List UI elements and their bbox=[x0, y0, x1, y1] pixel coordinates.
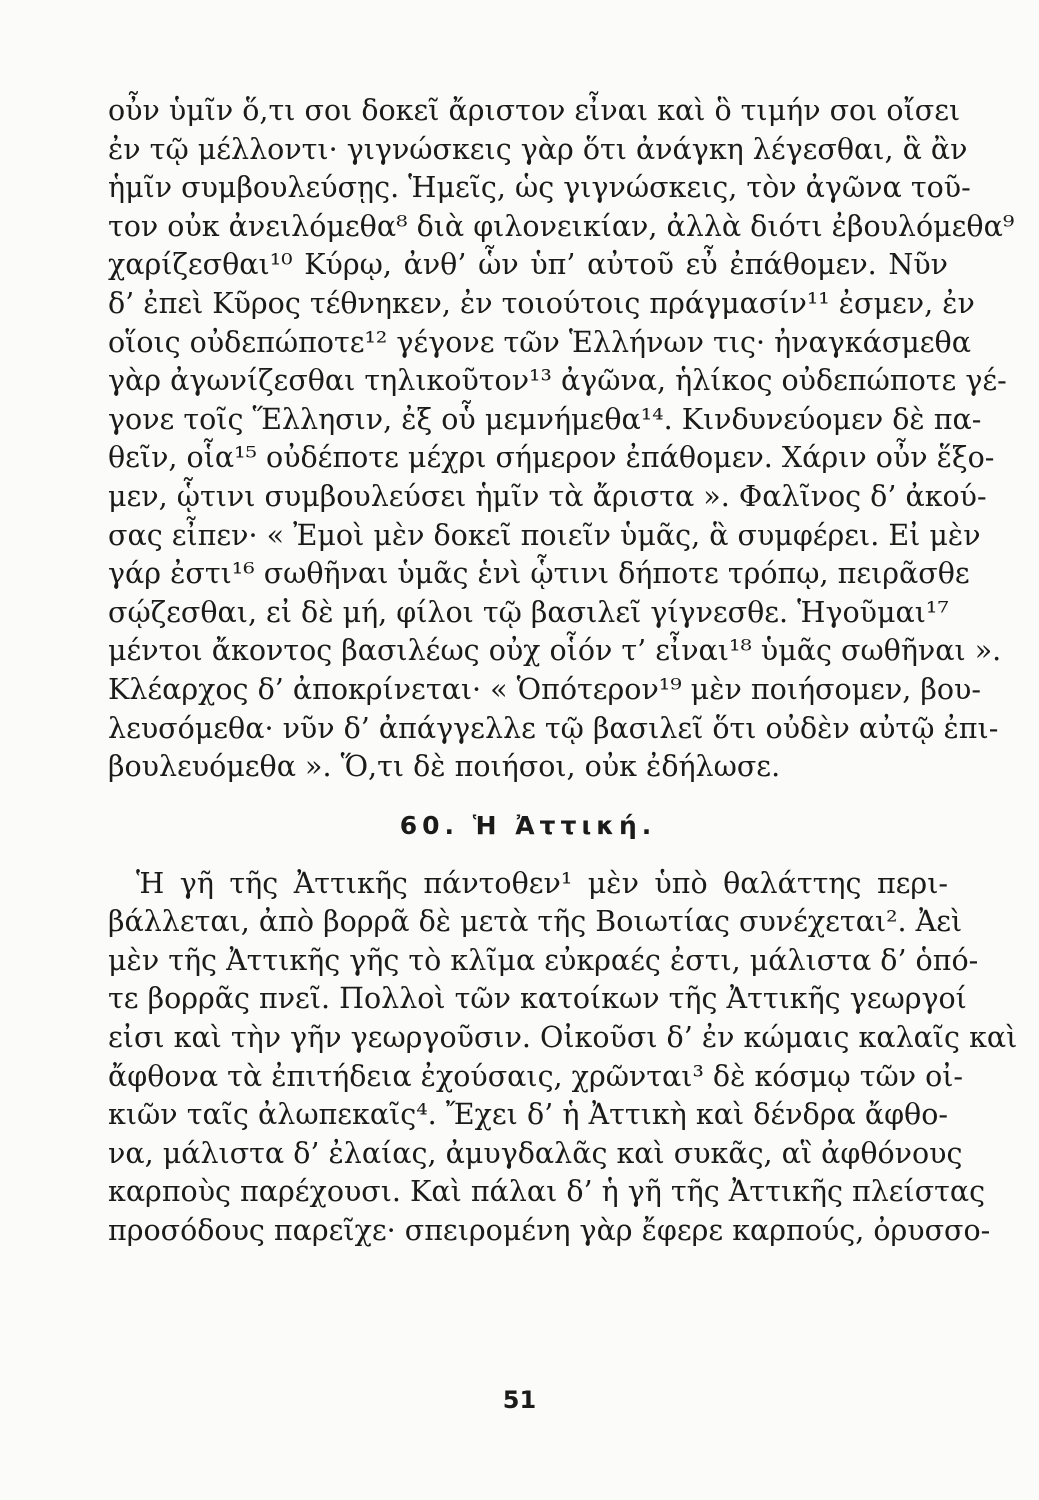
text-line: ἄφθονα τὰ ἐπιτήδεια ἐχούσαις, χρῶνται³ δὲ κόσμῳ τῶν οἰ- bbox=[108, 1059, 964, 1093]
text-line: γὰρ ἀγωνίζεσθαι τηλικοῦτον¹³ ἀγῶνα, ἡλίκος οὐδεπώποτε γέ- bbox=[108, 364, 1007, 398]
text-line: Κλέαρχος δ’ ἀποκρίνεται· « Ὁπότερον¹⁹ μὲν ποιήσομεν, βου- bbox=[108, 672, 981, 706]
passage-attica bbox=[108, 865, 1018, 1251]
text-line: σῴζεσθαι, εἰ δὲ μή, φίλοι τῷ βασιλεῖ γίγνεσθε. Ἡγοῦμαι¹⁷ bbox=[108, 595, 949, 629]
page-body bbox=[108, 92, 1018, 1251]
text-line: βάλλεται, ἀπὸ βορρᾶ δὲ μετὰ τῆς Βοιωτίας συνέχεται². Ἀεὶ bbox=[108, 905, 963, 939]
text-line: οὖν ὑμῖν ὅ,τι σοι δοκεῖ ἄριστον εἶναι καὶ ὃ τιμήν σοι οἴσει bbox=[108, 94, 961, 127]
text-line: τε βορρᾶς πνεῖ. Πολλοὶ τῶν κατοίκων τῆς Ἀττικῆς γεωργοί bbox=[108, 982, 967, 1016]
section-heading: 60. Ἡ Ἀττική. bbox=[399, 810, 657, 840]
text-line: λευσόμεθα· νῦν δ’ ἀπάγγελλε τῷ βασιλεῖ ὅτι οὐδὲν αὐτῷ ἐπι- bbox=[108, 711, 999, 745]
text-line: κιῶν ταῖς ἀλωπεκαῖς⁴. Ἔχει δ’ ἡ Ἀττικὴ καὶ δένδρα ἄφθο- bbox=[108, 1098, 948, 1132]
text-line: οἵοις οὐδεπώποτε¹² γέγονε τῶν Ἑλλήνων τις· ἠναγκάσμεθα bbox=[108, 325, 971, 359]
text-line: μέντοι ἄκοντος βασιλέως οὐχ οἷόν τ’ εἶναι¹⁸ ὑμᾶς σωθῆναι ». bbox=[108, 634, 1002, 668]
text-line: μὲν τῆς Ἀττικῆς γῆς τὸ κλῖμα εὐκραές ἐστι, μάλιστα δ’ ὁπό- bbox=[108, 943, 979, 977]
text-line: μεν, ᾧτινι συμβουλεύσει ἡμῖν τὰ ἄριστα ». Φαλῖνος δ’ ἀκού- bbox=[108, 479, 987, 513]
text-line: καρποὺς παρέχουσι. Καὶ πάλαι δ’ ἡ γῆ τῆς Ἀττικῆς πλείστας bbox=[108, 1175, 986, 1209]
text-line: να, μάλιστα δ’ ἐλαίας, ἀμυγδαλᾶς καὶ συκᾶς, αἳ ἀφθόνους bbox=[108, 1136, 963, 1170]
text-line: εἰσι καὶ τὴν γῆν γεωργοῦσιν. Οἰκοῦσι δ’ ἐν κώμαις καλαῖς καὶ bbox=[108, 1021, 1018, 1055]
text-line: τον οὐκ ἀνειλόμεθα⁸ διὰ φιλονεικίαν, ἀλλὰ διότι ἐβουλόμεθα⁹ bbox=[108, 209, 1015, 243]
text-line: ἡμῖν συμβουλεύσῃς. Ἡμεῖς, ὡς γιγνώσκεις, τὸν ἀγῶνα τοῦ- bbox=[108, 171, 971, 205]
text-line: δ’ ἐπεὶ Κῦρος τέθνηκεν, ἐν τοιούτοις πράγμασίν¹¹ ἐσμεν, ἐν bbox=[108, 286, 975, 320]
text-line: θεῖν, οἷα¹⁵ οὐδέποτε μέχρι σήμερον ἐπάθομεν. Χάριν οὖν ἕξο- bbox=[108, 441, 995, 475]
text-line: γάρ ἐστι¹⁶ σωθῆναι ὑμᾶς ἑνὶ ᾧτινι δήποτε τρόπῳ, πειρᾶσθε bbox=[108, 557, 970, 591]
text-line: χαρίζεσθαι¹⁰ Κύρῳ, ἀνθ’ ὧν ὑπ’ αὐτοῦ εὖ ἐπάθομεν. Νῦν bbox=[108, 248, 948, 282]
page-number: 51 bbox=[502, 1386, 537, 1414]
passage-continued bbox=[108, 92, 1015, 787]
text-line: βουλευόμεθα ». Ὅ,τι δὲ ποιήσοι, οὐκ ἐδήλωσε. bbox=[108, 750, 781, 784]
text-line: σας εἶπεν· « Ἐμοὶ μὲν δοκεῖ ποιεῖν ὑμᾶς, ἃ συμφέρει. Εἰ μὲν bbox=[108, 518, 981, 552]
text-line: προσόδους παρεῖχε· σπειρομένη γὰρ ἔφερε καρπούς, ὀρυσσο- bbox=[108, 1214, 991, 1248]
text-line: Ἡ γῆ τῆς Ἀττικῆς πάντοθεν¹ μὲν ὑπὸ θαλάττης περι- bbox=[136, 866, 948, 900]
text-line: γονε τοῖς Ἕλλησιν, ἐξ οὗ μεμνήμεθα¹⁴. Κινδυνεύομεν δὲ πα- bbox=[108, 402, 982, 436]
text-line: ἐν τῷ μέλλοντι· γιγνώσκεις γὰρ ὅτι ἀνάγκη λέγεσθαι, ἃ ἂν bbox=[108, 132, 968, 166]
